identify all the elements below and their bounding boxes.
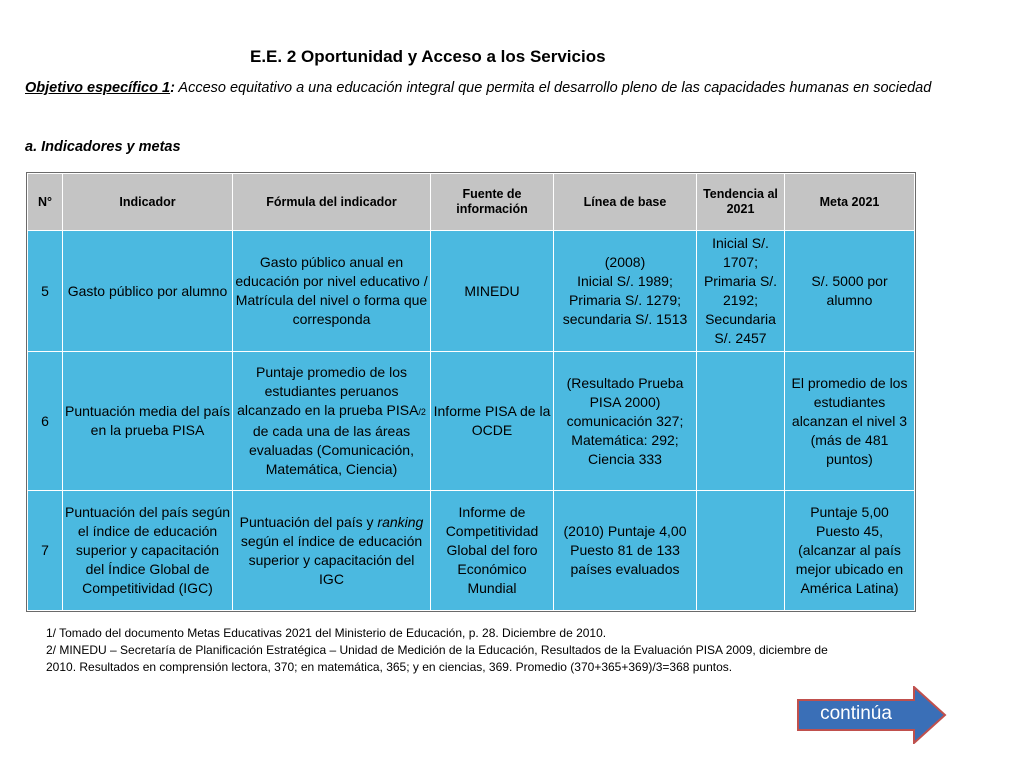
cell-indicador: Puntuación media del país en la prueba PISA [63, 352, 233, 491]
header-fuente: Fuente de información [431, 174, 554, 231]
header-n: N° [28, 174, 63, 231]
cell-fuente: Informe de Competitividad Global del foro Económico Mundial [431, 491, 554, 611]
cell-formula: Gasto público anual en educación por nivel educativo / Matrícula del nivel o forma que corresponda [233, 231, 431, 352]
cell-meta: Puntaje 5,00 Puesto 45, (alcanzar al país mejor ubicado en América Latina) [785, 491, 915, 611]
continue-label: continúa [820, 703, 892, 724]
objective-colon: : [170, 80, 175, 96]
section-subheading: a. Indicadores y metas [25, 139, 181, 155]
indicators-table [27, 173, 915, 611]
footnotes [46, 625, 856, 676]
footnote-2: 2/ MINEDU – Secretaría de Planificación Estratégica – Unidad de Medición de la Educación, Resultados de la Evaluación PISA 2009, diciembre de 2010. Resultados en comprensión lectora, 370; en matemática, 365; y en ciencias, 369. Promedio (370+365+369)/3=368 puntos. [46, 643, 828, 674]
cell-tendencia [697, 352, 785, 491]
formula-text-b: de cada una de las áreas evaluadas (Comunicación, Matemática, Ciencia) [249, 423, 414, 477]
cell-tendencia: Inicial S/. 1707; Primaria S/. 2192; Secundaria S/. 2457 [697, 231, 785, 352]
header-formula: Fórmula del indicador [233, 174, 431, 231]
formula-text-a: Puntuación del país y [239, 513, 378, 530]
cell-fuente: MINEDU [431, 231, 554, 352]
cell-formula [233, 491, 431, 611]
cell-linea-base: (2010) Puntaje 4,00 Puesto 81 de 133 países evaluados [554, 491, 697, 611]
cell-indicador: Puntuación del país según el índice de educación superior y capacitación del Índice Global de Competitividad (IGC) [63, 491, 233, 611]
table-row [28, 352, 915, 491]
objective-text: Acceso equitativo a una educación integral que permita el desarrollo pleno de las capacidades humanas en sociedad [174, 80, 932, 96]
cell-meta: El promedio de los estudiantes alcanzan el nivel 3 (más de 481 puntos) [785, 352, 915, 491]
cell-formula [233, 352, 431, 491]
cell-n: 5 [28, 231, 63, 352]
cell-linea-base: (Resultado Prueba PISA 2000) comunicación 327; Matemática: 292; Ciencia 333 [554, 352, 697, 491]
formula-emphasis: ranking [377, 513, 424, 530]
continue-button[interactable] [796, 686, 948, 744]
cell-n: 7 [28, 491, 63, 611]
objective-label: Objetivo específico 1 [25, 80, 171, 96]
cell-meta: S/. 5000 por alumno [785, 231, 915, 352]
formula-text-a: Puntaje promedio de los estudiantes peruanos alcanzado en la prueba PISA [237, 364, 419, 418]
footnote-1: 1/ Tomado del documento Metas Educativas 2021 del Ministerio de Educación, p. 28. Diciembre de 2010. [46, 626, 607, 640]
table-header-row [28, 174, 915, 231]
page-title: E.E. 2 Oportunidad y Acceso a los Servicios [250, 47, 606, 66]
cell-tendencia [697, 491, 785, 611]
header-linea-base: Línea de base [554, 174, 697, 231]
formula-text-b: según el índice de educación superior y capacitación del IGC [240, 532, 423, 587]
cell-linea-base: (2008) Inicial S/. 1989; Primaria S/. 1279; secundaria S/. 1513 [554, 231, 697, 352]
header-meta: Meta 2021 [785, 174, 915, 231]
header-indicador: Indicador [63, 174, 233, 231]
table-row [28, 231, 915, 352]
cell-indicador: Gasto público por alumno [63, 231, 233, 352]
objective-paragraph [25, 78, 1000, 98]
cell-fuente: Informe PISA de la OCDE [431, 352, 554, 491]
cell-n: 6 [28, 352, 63, 491]
header-tendencia: Tendencia al 2021 [697, 174, 785, 231]
formula-footnote-ref: /2 [418, 407, 426, 417]
table-row [28, 491, 915, 611]
